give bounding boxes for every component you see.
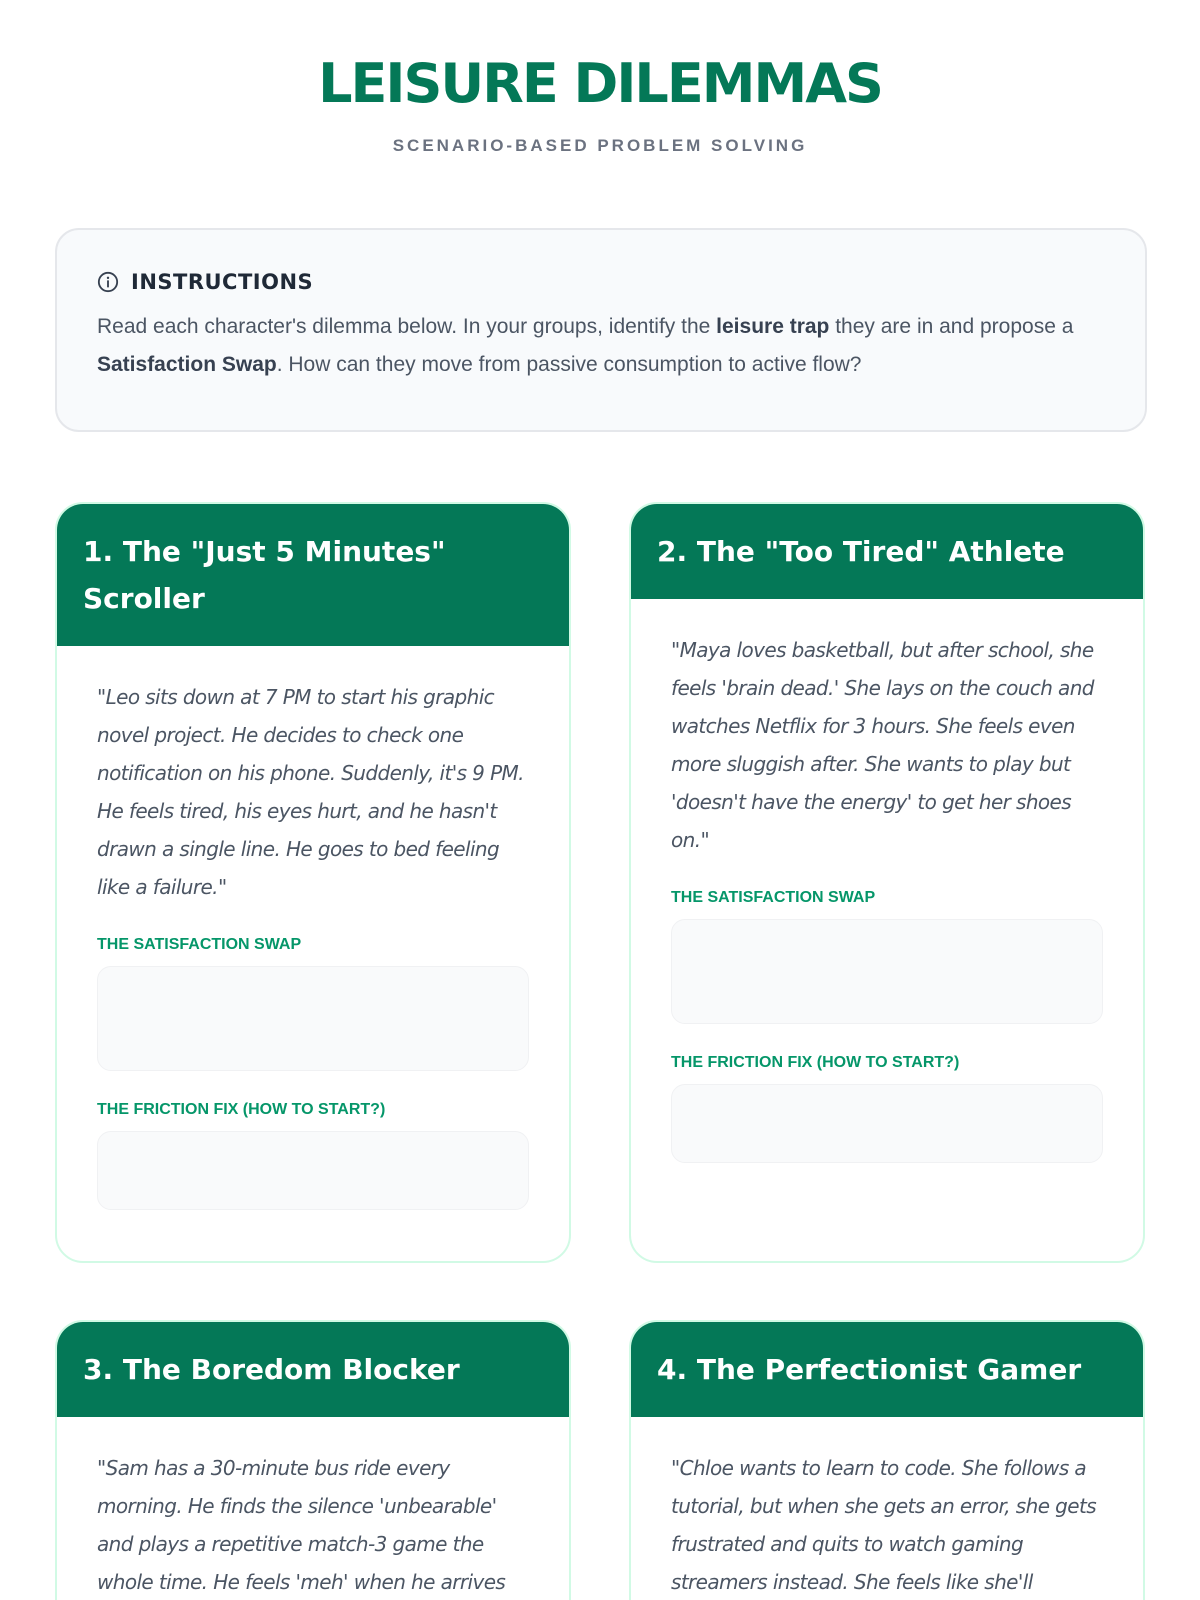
satisfaction-swap-input[interactable] bbox=[97, 966, 529, 1071]
card-body bbox=[631, 1417, 1143, 1600]
scenario-text: "Sam has a 30-minute bus ride every morning. He finds the silence 'unbearable' and plays a repetitive match-3 game the whole time. He feels 'meh' when he arrives bbox=[97, 1456, 506, 1594]
instructions-text-part: they are in and propose a bbox=[829, 315, 1074, 338]
dilemma-card-4 bbox=[629, 1320, 1145, 1600]
instructions-header bbox=[97, 270, 1105, 294]
dilemma-card-2 bbox=[629, 502, 1145, 1263]
satisfaction-swap-input[interactable] bbox=[671, 919, 1103, 1024]
scenario-text: "Chloe wants to learn to code. She follows a tutorial, but when she gets an error, she gets frustrated and quits to watch gaming streamers instead. She feels like she'll bbox=[671, 1456, 1097, 1594]
instructions-panel bbox=[55, 228, 1147, 432]
friction-fix-label: THE FRICTION FIX (HOW TO START?) bbox=[97, 1101, 386, 1118]
card-body bbox=[57, 1417, 569, 1600]
scenario-text: "Maya loves basketball, but after school, she feels 'brain dead.' She lays on the couch and watches Netflix for 3 hours. She feels even more sluggish after. She wants to play but 'doesn't have the energy' to get her shoes on." bbox=[671, 638, 1094, 852]
instructions-text bbox=[97, 308, 1105, 384]
instructions-term-satisfaction-swap: Satisfaction Swap bbox=[97, 353, 277, 376]
dilemma-card-1 bbox=[55, 502, 571, 1263]
page-title: LEISURE DILEMMAS bbox=[318, 52, 882, 115]
friction-fix-input[interactable] bbox=[671, 1084, 1103, 1163]
card-title: 1. The "Just 5 Minutes" Scroller bbox=[57, 504, 569, 646]
info-icon bbox=[97, 271, 119, 293]
card-body bbox=[57, 646, 569, 1210]
friction-fix-input[interactable] bbox=[97, 1131, 529, 1210]
instructions-text-part: . How can they move from passive consumption to active flow? bbox=[276, 353, 862, 376]
friction-fix-label: THE FRICTION FIX (HOW TO START?) bbox=[671, 1054, 960, 1071]
instructions-text-part: Read each character's dilemma below. In your groups, identify the bbox=[97, 315, 717, 338]
card-title: 3. The Boredom Blocker bbox=[57, 1322, 569, 1417]
page-subtitle: SCENARIO-BASED PROBLEM SOLVING bbox=[392, 136, 808, 155]
dilemma-card-3 bbox=[55, 1320, 571, 1600]
instructions-term-leisure-trap: leisure trap bbox=[716, 315, 830, 338]
satisfaction-swap-label: THE SATISFACTION SWAP bbox=[97, 936, 302, 953]
scenario-text: "Leo sits down at 7 PM to start his graphic novel project. He decides to check one notification on his phone. Suddenly, it's 9 PM. He feels tired, his eyes hurt, and he hasn't drawn a single line. He goes to bed feeling like a failure." bbox=[97, 685, 524, 899]
card-body bbox=[631, 599, 1143, 1163]
card-title: 2. The "Too Tired" Athlete bbox=[631, 504, 1143, 599]
instructions-title: INSTRUCTIONS bbox=[131, 270, 314, 294]
satisfaction-swap-label: THE SATISFACTION SWAP bbox=[671, 889, 876, 906]
card-title: 4. The Perfectionist Gamer bbox=[631, 1322, 1143, 1417]
